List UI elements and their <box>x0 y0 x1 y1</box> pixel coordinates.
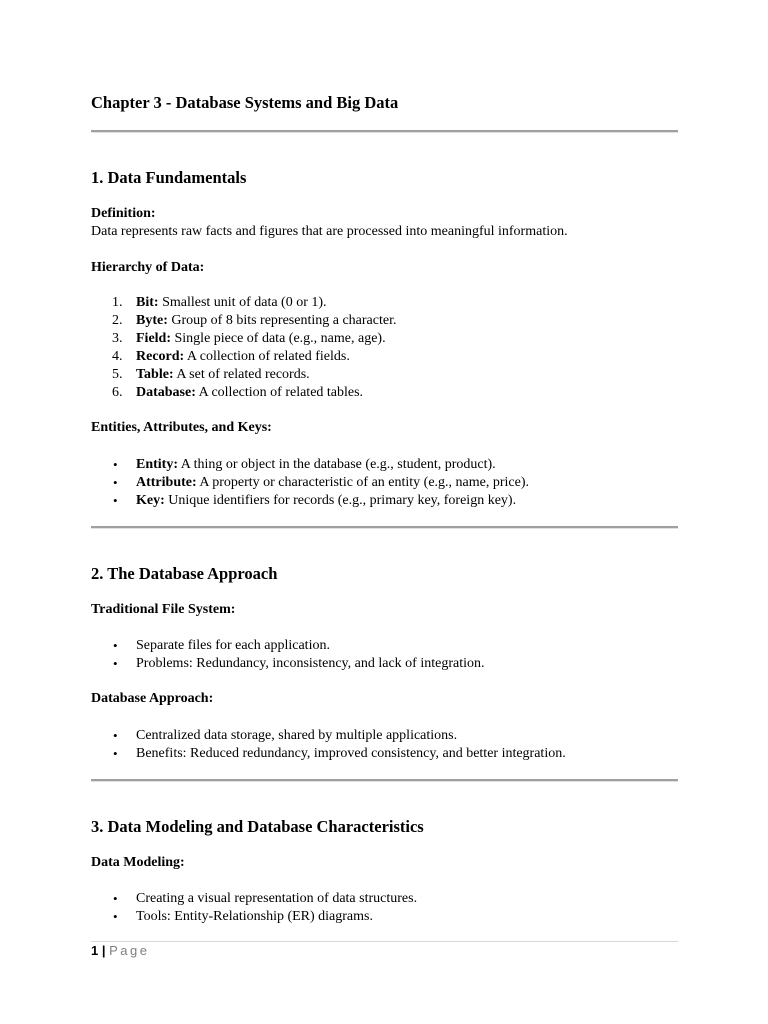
term: Key: <box>136 493 165 508</box>
horizontal-rule <box>91 526 678 529</box>
footer-rule <box>91 941 678 942</box>
list-number: 3. <box>112 331 123 346</box>
term: Entity: <box>136 457 178 472</box>
list-number: 6. <box>112 385 123 400</box>
term-description: Unique identifiers for records (e.g., primary key, foreign key). <box>164 493 517 508</box>
list-item-text: Benefits: Reduced redundancy, improved consistency, and better integration. <box>136 746 566 761</box>
term-description: Smallest unit of data (0 or 1). <box>158 295 327 310</box>
page-footer <box>91 943 150 958</box>
section-heading-data-fundamentals: 1. Data Fundamentals <box>91 168 247 187</box>
definition-text: Data represents raw facts and figures that are processed into meaningful information. <box>91 224 568 239</box>
bullet-icon: • <box>113 746 118 761</box>
term: Database: <box>136 385 196 400</box>
page-number: 1 <box>91 943 99 958</box>
term-description: Single piece of data (e.g., name, age). <box>171 331 386 346</box>
chapter-title: Chapter 3 - Database Systems and Big Data <box>91 93 399 112</box>
list-item-text: Tools: Entity-Relationship (ER) diagrams. <box>136 909 373 924</box>
term: Field: <box>136 331 171 346</box>
term: Table: <box>136 367 174 382</box>
term: Attribute: <box>136 475 197 490</box>
list-number: 1. <box>112 295 123 310</box>
term-description: A thing or object in the database (e.g., student, product). <box>178 457 496 472</box>
bullet-icon: • <box>113 493 118 508</box>
term: Bit: <box>136 295 159 310</box>
horizontal-rule <box>91 779 678 782</box>
data-modeling-label: Data Modeling: <box>91 855 185 870</box>
bullet-icon: • <box>113 656 118 671</box>
term-description: A collection of related fields. <box>184 349 350 364</box>
traditional-file-system-label: Traditional File System: <box>91 602 236 617</box>
bullet-icon: • <box>113 728 118 743</box>
list-number: 2. <box>112 313 123 328</box>
term: Byte: <box>136 313 168 328</box>
list-item-text: Problems: Redundancy, inconsistency, and lack of integration. <box>136 656 485 671</box>
term-description: A collection of related tables. <box>195 385 364 400</box>
footer-separator: | <box>101 943 106 958</box>
list-number: 4. <box>112 349 123 364</box>
list-item-text: Separate files for each application. <box>136 638 330 653</box>
bullet-icon: • <box>113 909 118 924</box>
list-number: 5. <box>112 367 123 382</box>
term-description: A property or characteristic of an entity (e.g., name, price). <box>196 475 530 490</box>
bullet-icon: • <box>113 638 118 653</box>
horizontal-rule <box>91 130 678 133</box>
bullet-icon: • <box>113 475 118 490</box>
page-label: Page <box>109 943 150 958</box>
term: Record: <box>136 349 185 364</box>
definition-label: Definition: <box>91 206 156 221</box>
list-item-text: Creating a visual representation of data structures. <box>136 891 418 906</box>
section-heading-data-modeling: 3. Data Modeling and Database Characteristics <box>91 817 424 836</box>
entities-label: Entities, Attributes, and Keys: <box>91 420 272 435</box>
hierarchy-label: Hierarchy of Data: <box>91 260 205 275</box>
bullet-icon: • <box>113 457 118 472</box>
term-description: Group of 8 bits representing a character. <box>167 313 397 328</box>
bullet-icon: • <box>113 891 118 906</box>
database-approach-label: Database Approach: <box>91 691 214 706</box>
section-heading-database-approach: 2. The Database Approach <box>91 564 278 583</box>
term-description: A set of related records. <box>173 367 310 382</box>
list-item-text: Centralized data storage, shared by multiple applications. <box>136 728 458 743</box>
